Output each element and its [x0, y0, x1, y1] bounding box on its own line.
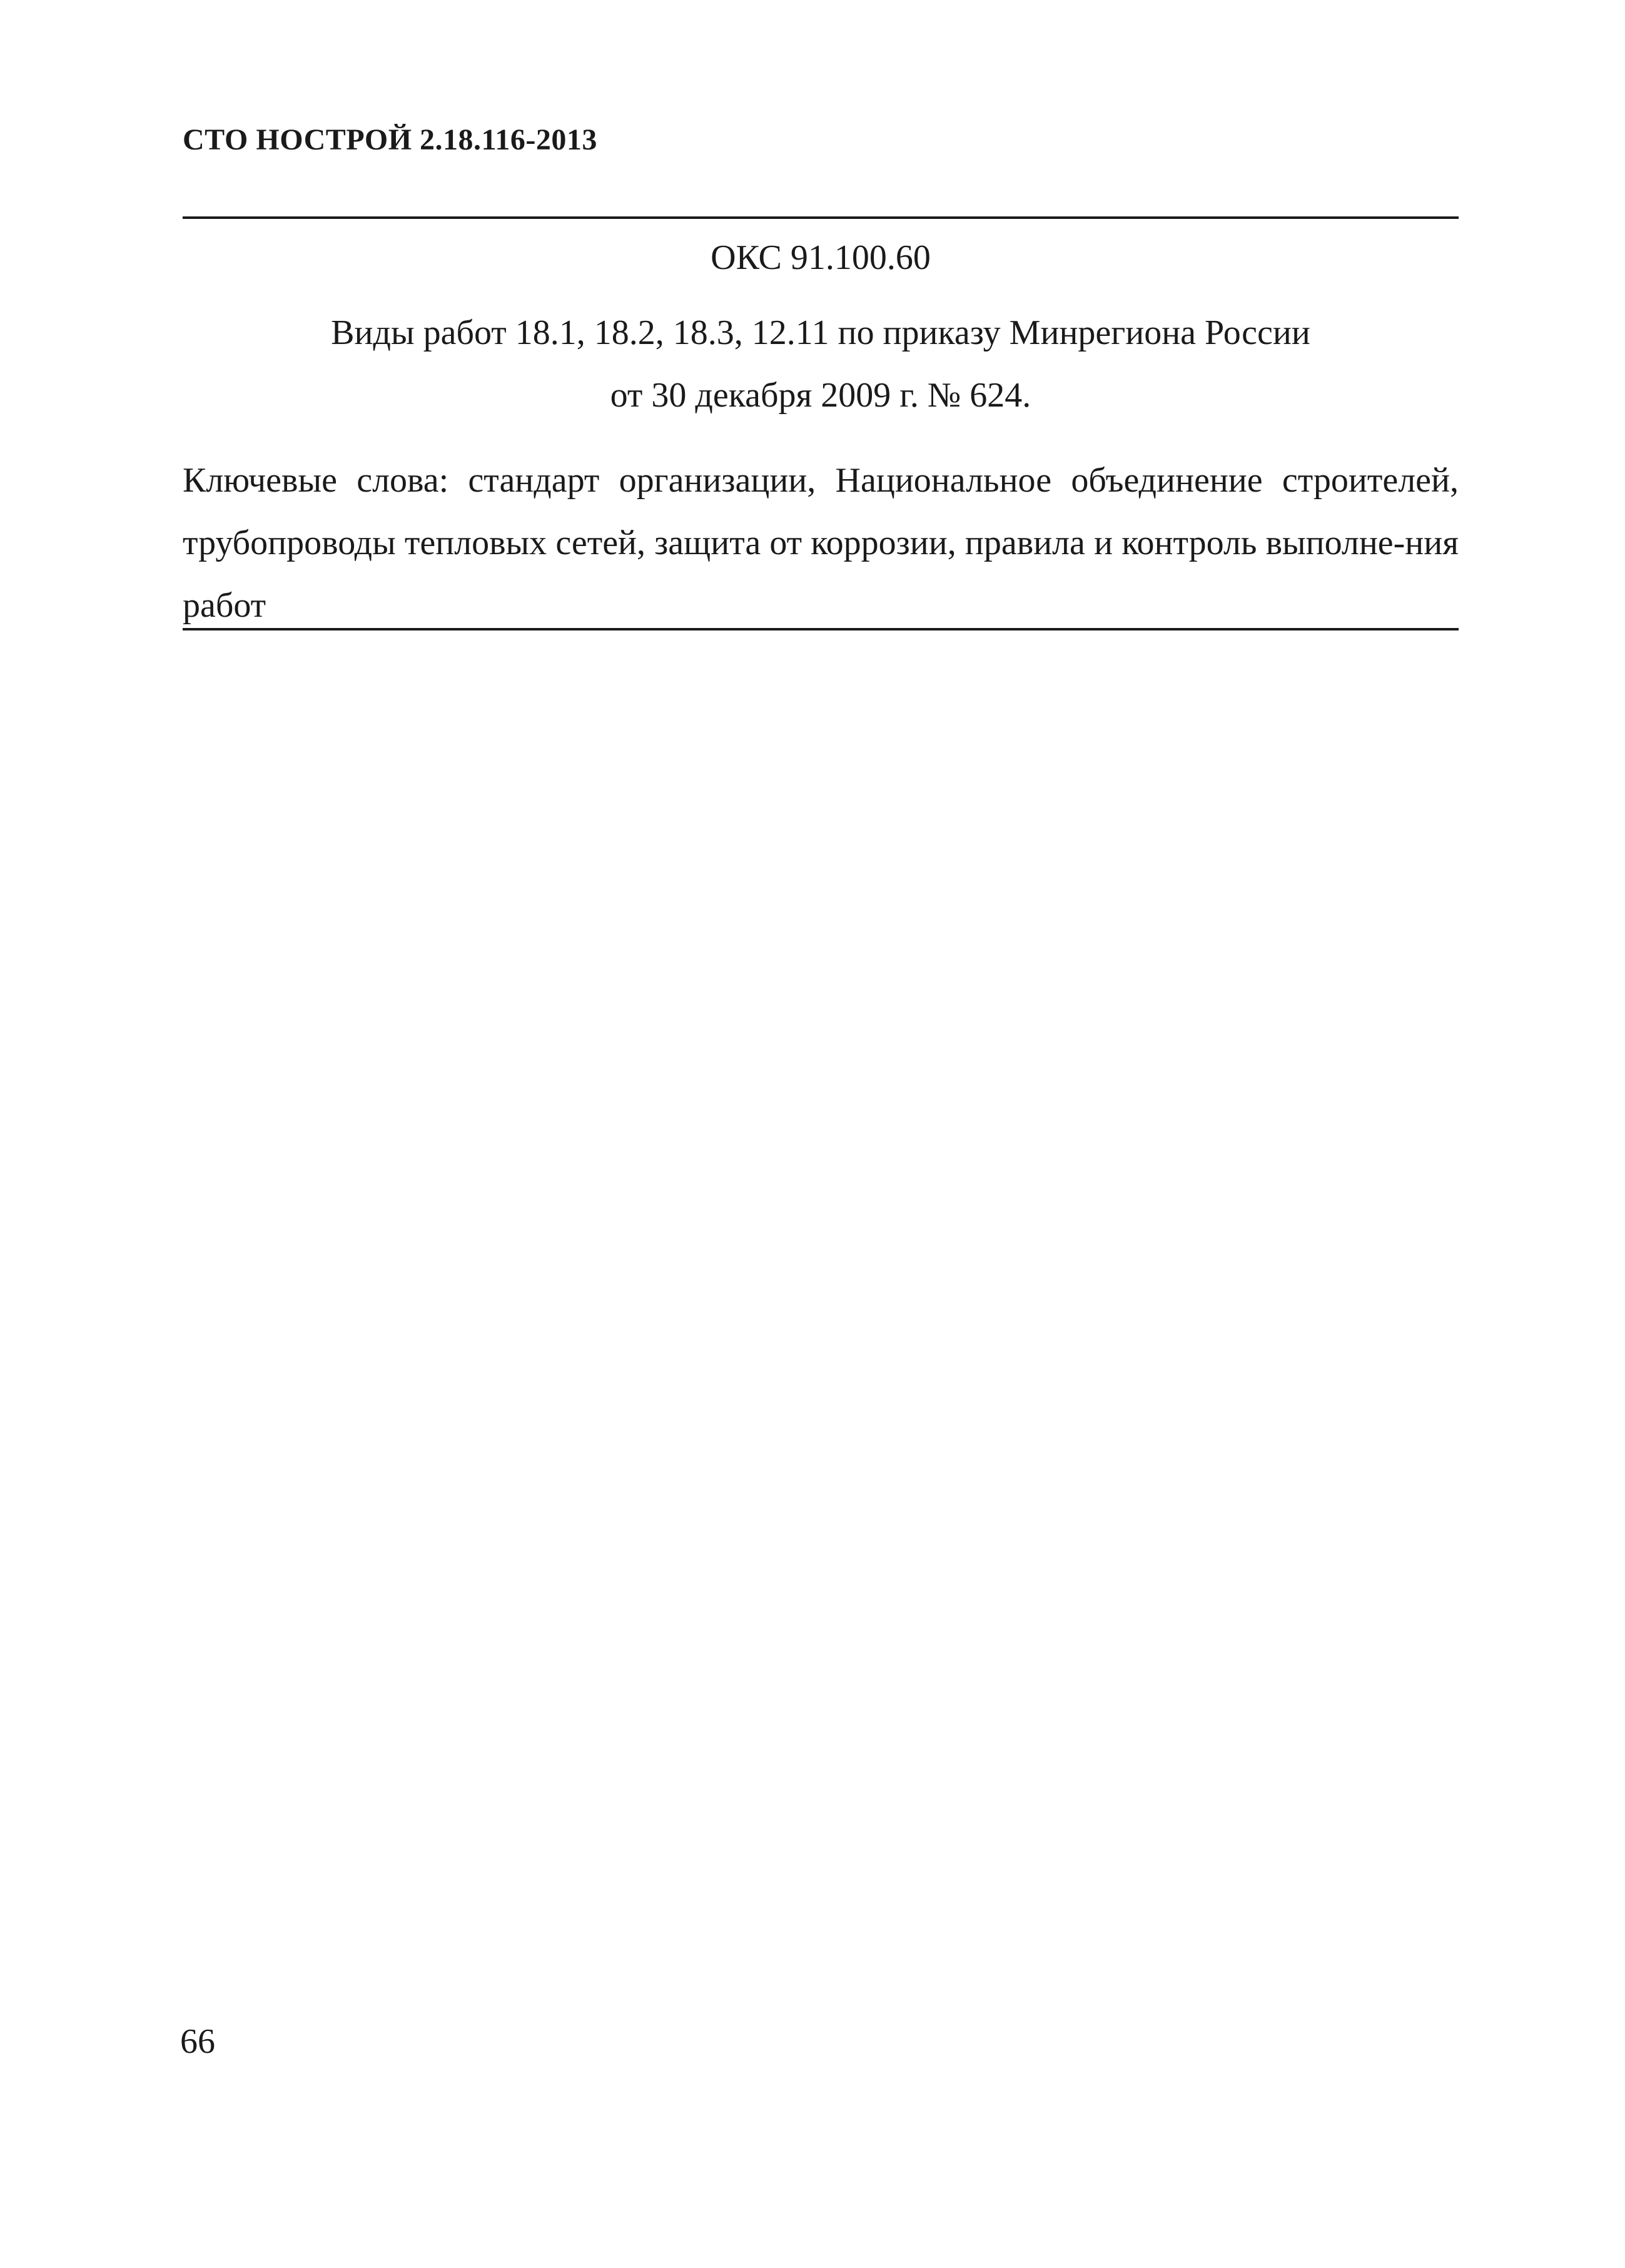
bottom-divider [183, 628, 1459, 630]
oks-classification: ОКС 91.100.60 [711, 238, 931, 277]
work-types-line-2: от 30 декабря 2009 г. № 624. [610, 376, 1031, 415]
document-header-code: СТО НОСТРОЙ 2.18.116-2013 [183, 123, 597, 156]
page-number: 66 [180, 2022, 215, 2061]
work-types-line-1: Виды работ 18.1, 18.2, 18.3, 12.11 по приказу Минрегиона России [331, 313, 1310, 352]
top-divider [183, 216, 1459, 219]
keywords-paragraph: Ключевые слова: стандарт организации, Национальное объединение строителей, трубопроводы тепловых сетей, защита от коррозии, правила и контроль выполне-ния работ [183, 461, 1459, 625]
